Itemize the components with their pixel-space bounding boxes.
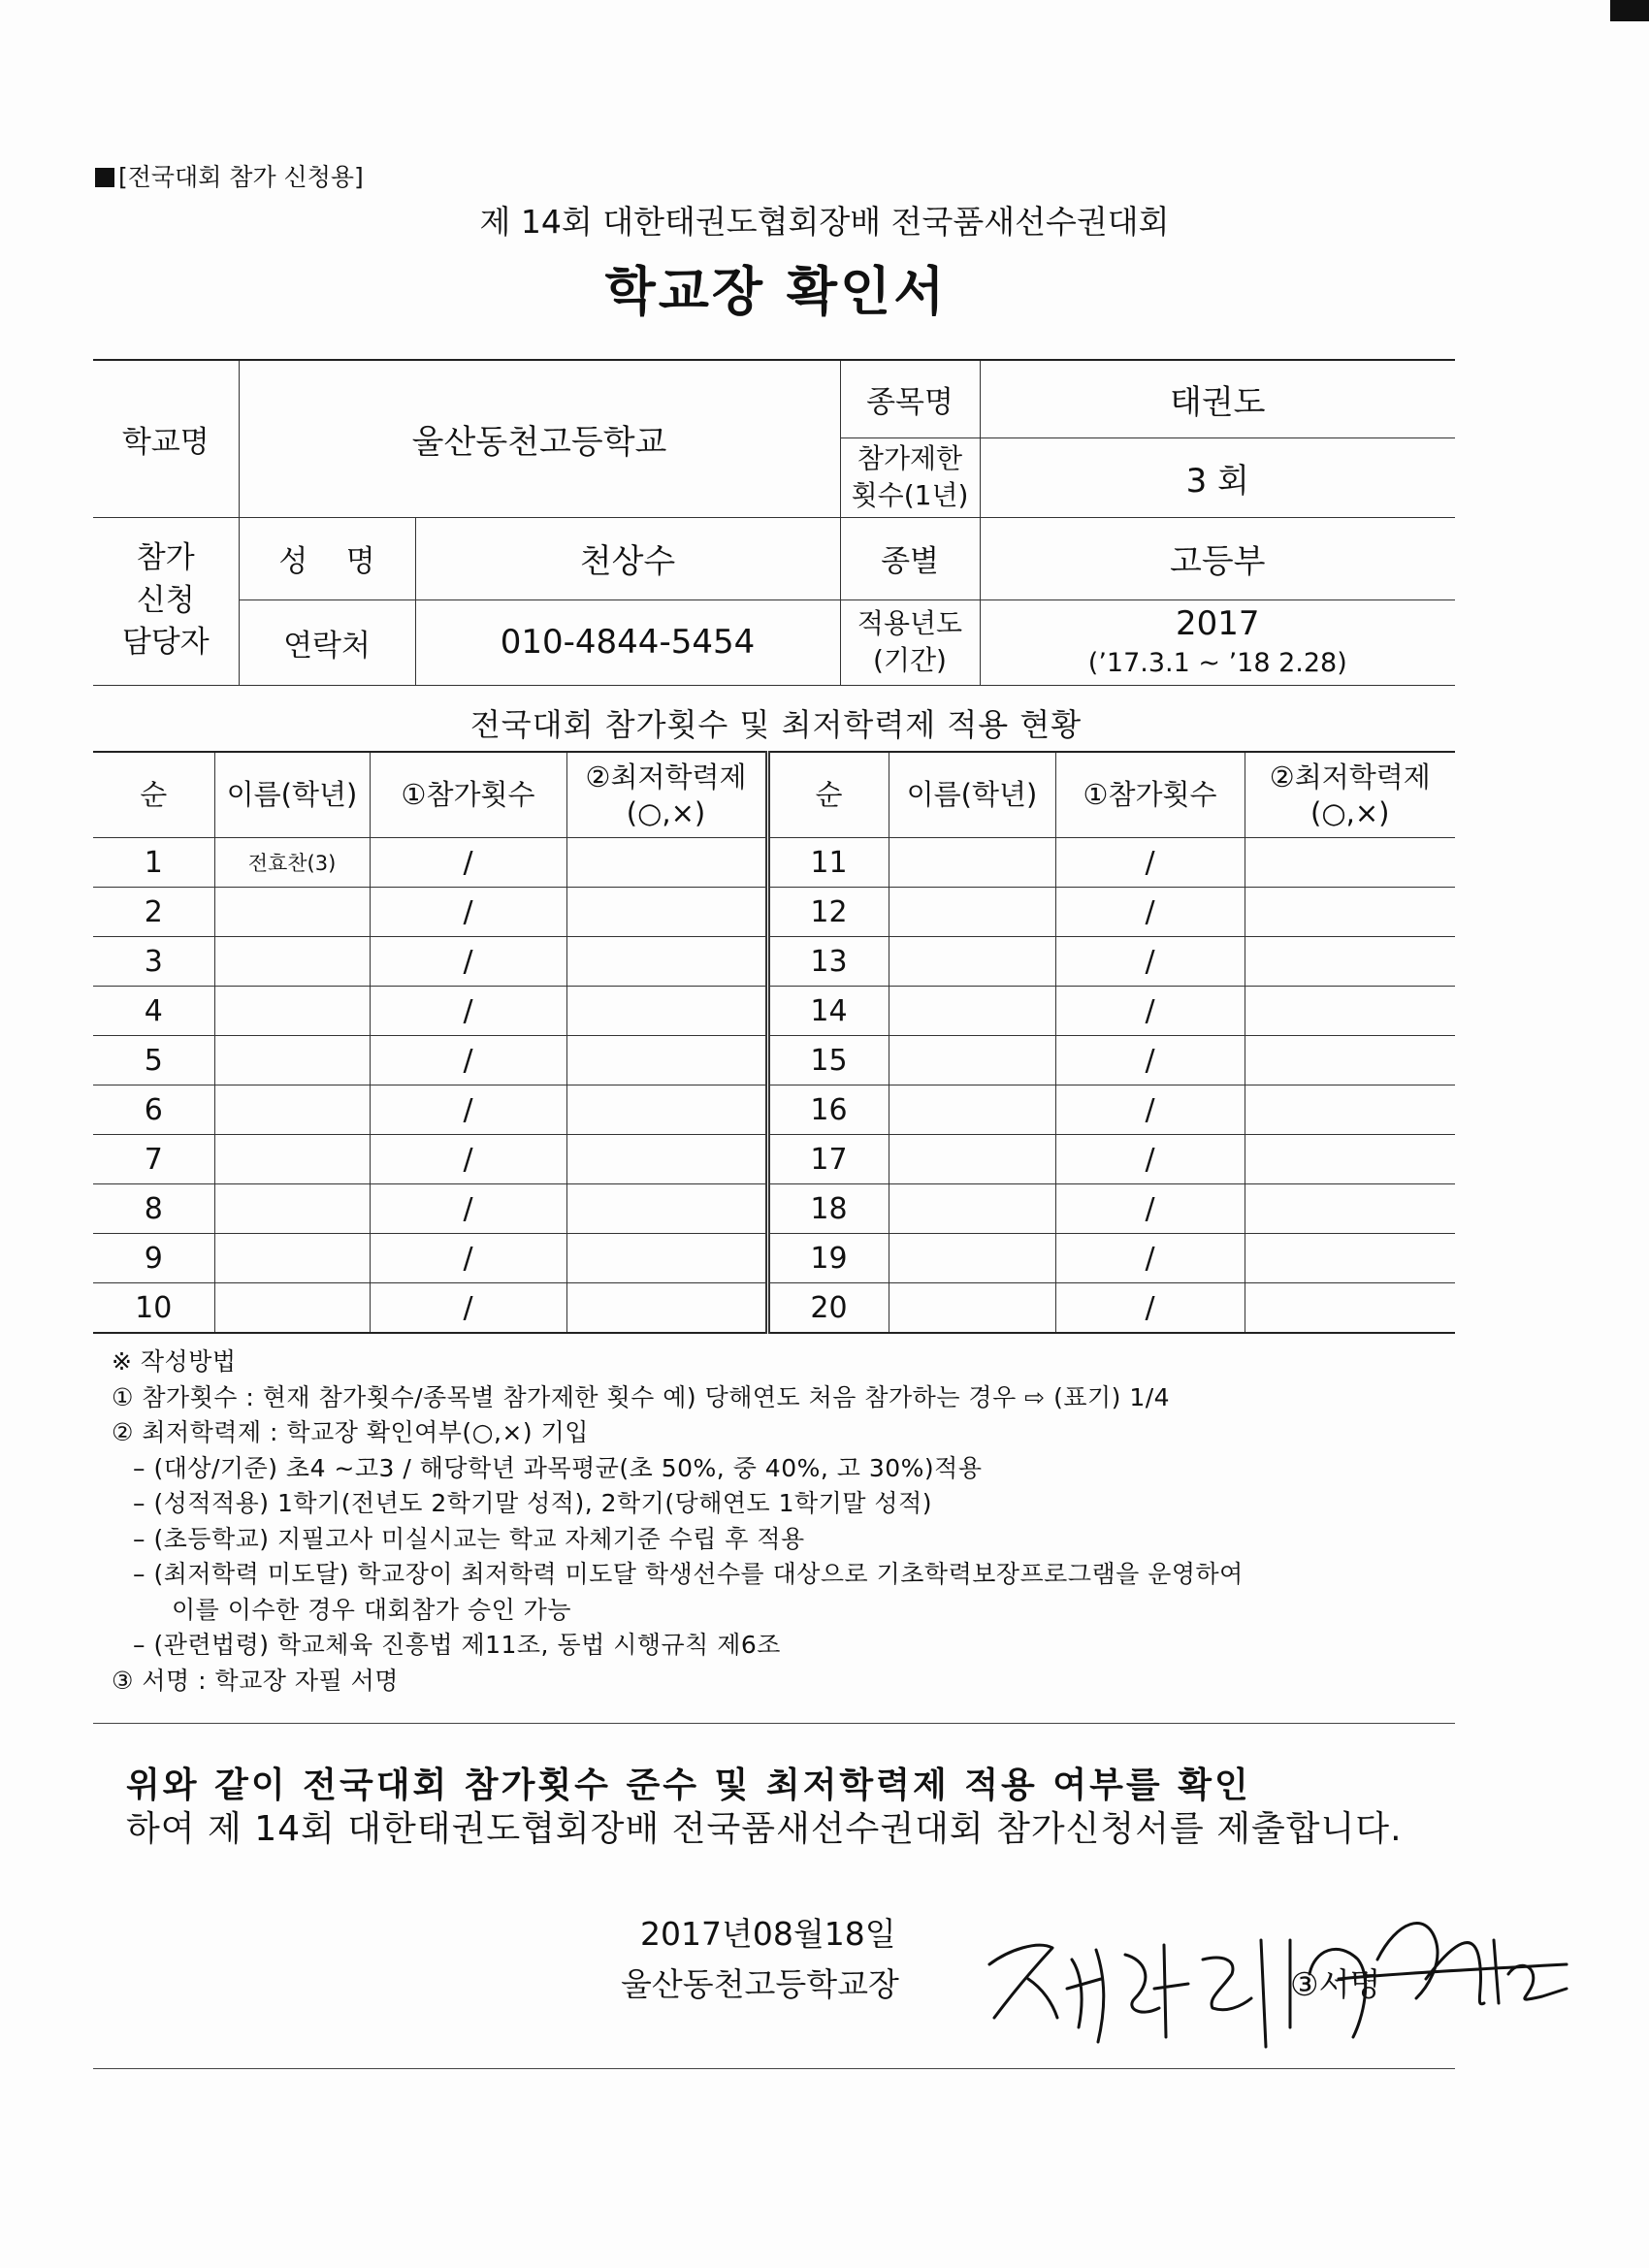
row-minimum-left — [566, 1184, 767, 1234]
limit-label: 참가제한 횟수(1년) — [840, 437, 980, 517]
square-bullet-icon — [95, 168, 114, 187]
instruction-2b: – (성적적용) 1학기(전년도 2학기말 성적), 2학기(당해연도 1학기말 성적) — [133, 1489, 932, 1517]
row-count-right: / — [1055, 987, 1245, 1036]
row-count-left: / — [370, 888, 566, 937]
row-name-right — [889, 1283, 1055, 1334]
row-no-right: 13 — [767, 937, 889, 987]
row-name-left — [214, 1135, 370, 1184]
header-count-right: ①참가횟수 — [1055, 752, 1245, 838]
row-count-left: / — [370, 1184, 566, 1234]
row-count-right: / — [1055, 888, 1245, 937]
table-row — [93, 1234, 1455, 1283]
form-purpose-tag — [95, 158, 364, 193]
row-minimum-right — [1245, 1283, 1455, 1334]
row-count-left: / — [370, 838, 566, 888]
row-minimum-right — [1245, 1036, 1455, 1085]
year-value: 2017 (’17.3.1 ~ ’18 2.28) — [980, 599, 1455, 685]
header-count-left: ①참가횟수 — [370, 752, 566, 838]
row-minimum-left — [566, 1135, 767, 1184]
table-row — [93, 987, 1455, 1036]
row-count-left: / — [370, 1036, 566, 1085]
row-no-left: 7 — [93, 1135, 214, 1184]
header-minimum-right: ②최저학력제 (○,×) — [1245, 752, 1455, 838]
row-no-left: 4 — [93, 987, 214, 1036]
row-name-left — [214, 987, 370, 1036]
instructions — [112, 1345, 1244, 1699]
header-name-left: 이름(학년) — [214, 752, 370, 838]
submission-date: 2017년08월18일 — [640, 1915, 896, 1953]
row-no-left: 5 — [93, 1036, 214, 1085]
row-no-right: 20 — [767, 1283, 889, 1334]
event-value: 태권도 — [980, 360, 1455, 437]
page-title: 학교장 확인서 — [604, 261, 948, 322]
instructions-heading: ※ 작성방법 — [112, 1347, 237, 1376]
contact-value: 010-4844-5454 — [415, 599, 840, 685]
header-no-right: 순 — [767, 752, 889, 838]
row-no-left: 6 — [93, 1085, 214, 1135]
period-value: (’17.3.1 ~ ’18 2.28) — [1087, 647, 1347, 678]
row-name-right — [889, 987, 1055, 1036]
table-row — [93, 937, 1455, 987]
table-row — [93, 1036, 1455, 1085]
row-minimum-right — [1245, 1184, 1455, 1234]
instruction-2: ② 최저학력제 : 학교장 확인여부(○,×) 기입 — [112, 1418, 589, 1446]
school-value: 울산동천고등학교 — [239, 360, 840, 517]
row-count-right: / — [1055, 1085, 1245, 1135]
instruction-2d-cont: 이를 이수한 경우 대회참가 승인 가능 — [172, 1595, 571, 1624]
bottom-rule — [93, 2068, 1455, 2069]
row-no-left: 3 — [93, 937, 214, 987]
row-name-left — [214, 1184, 370, 1234]
header-no-left: 순 — [93, 752, 214, 838]
row-name-right — [889, 1184, 1055, 1234]
statement-line-2: 하여 제 14회 대한태권도협회장배 전국품새선수권대회 참가신청서를 제출합니다. — [126, 1809, 1403, 1849]
instruction-2d: – (최저학력 미도달) 학교장이 최저학력 미도달 학생선수를 대상으로 기초학력보장프로그램을 운영하여 — [133, 1560, 1244, 1588]
row-count-right: / — [1055, 1234, 1245, 1283]
row-no-right: 18 — [767, 1184, 889, 1234]
division-value: 고등부 — [980, 517, 1455, 599]
applicant-info-table — [93, 359, 1455, 686]
scan-edge-mark — [1610, 0, 1649, 21]
row-count-right: / — [1055, 1283, 1245, 1334]
competition-title: 제 14회 대한태권도협회장배 전국품새선수권대회 — [479, 203, 1170, 241]
row-count-right: / — [1055, 1036, 1245, 1085]
row-minimum-left — [566, 838, 767, 888]
limit-value: 3 회 — [980, 437, 1455, 517]
row-name-right — [889, 1085, 1055, 1135]
row-no-right: 17 — [767, 1135, 889, 1184]
row-count-left: / — [370, 1283, 566, 1334]
row-minimum-right — [1245, 1234, 1455, 1283]
signature-mark: ③서명 — [1290, 1965, 1381, 2003]
row-count-right: / — [1055, 838, 1245, 888]
row-name-left — [214, 1085, 370, 1135]
row-no-right: 19 — [767, 1234, 889, 1283]
row-count-left: / — [370, 1234, 566, 1283]
row-no-left: 2 — [93, 888, 214, 937]
row-minimum-left — [566, 888, 767, 937]
principal-title: 울산동천고등학교장 — [621, 1965, 899, 2003]
row-no-right: 12 — [767, 888, 889, 937]
row-name-right — [889, 838, 1055, 888]
confirmation-statement — [126, 1764, 1445, 1851]
row-name-left — [214, 1036, 370, 1085]
row-count-left: / — [370, 987, 566, 1036]
status-section-title: 전국대회 참가횟수 및 최저학력제 적용 현황 — [469, 706, 1083, 743]
name-value: 천상수 — [415, 517, 840, 599]
row-no-left: 10 — [93, 1283, 214, 1334]
row-name-left — [214, 937, 370, 987]
table-row — [93, 1085, 1455, 1135]
row-count-left: / — [370, 1085, 566, 1135]
row-no-left: 9 — [93, 1234, 214, 1283]
row-count-right: / — [1055, 1184, 1245, 1234]
row-minimum-left — [566, 1036, 767, 1085]
instruction-2c: – (초등학교) 지필고사 미실시교는 학교 자체기준 수립 후 적용 — [133, 1524, 805, 1553]
row-count-right: / — [1055, 1135, 1245, 1184]
table-row — [93, 1283, 1455, 1334]
header-name-right: 이름(학년) — [889, 752, 1055, 838]
row-name-right — [889, 1036, 1055, 1085]
row-no-right: 14 — [767, 987, 889, 1036]
row-count-left: / — [370, 1135, 566, 1184]
handwritten-signature — [970, 1882, 1571, 2076]
instruction-2a: – (대상/기준) 초4 ~고3 / 해당학년 과목평균(초 50%, 중 40%, 고 30%)적용 — [133, 1453, 983, 1482]
row-name-right — [889, 1135, 1055, 1184]
row-no-left: 1 — [93, 838, 214, 888]
name-label: 성 명 — [239, 517, 415, 599]
row-count-left: / — [370, 937, 566, 987]
row-minimum-right — [1245, 1085, 1455, 1135]
divider — [93, 1723, 1455, 1724]
division-label: 종별 — [840, 517, 980, 599]
table-row — [93, 888, 1455, 937]
row-name-left — [214, 888, 370, 937]
year-label: 적용년도 (기간) — [840, 599, 980, 685]
row-minimum-right — [1245, 838, 1455, 888]
row-count-right: / — [1055, 937, 1245, 987]
form-purpose-text: [전국대회 참가 신청용] — [118, 163, 364, 191]
instruction-3: ③ 서명 : 학교장 자필 서명 — [112, 1666, 399, 1695]
table-row — [93, 1184, 1455, 1234]
row-name-right — [889, 888, 1055, 937]
row-minimum-left — [566, 1085, 767, 1135]
row-minimum-right — [1245, 1135, 1455, 1184]
row-name-left — [214, 1283, 370, 1334]
row-minimum-left — [566, 937, 767, 987]
row-minimum-left — [566, 1283, 767, 1334]
row-name-right — [889, 1234, 1055, 1283]
contact-label: 연락처 — [239, 599, 415, 685]
participation-status-table — [93, 751, 1455, 1334]
row-no-left: 8 — [93, 1184, 214, 1234]
row-no-right: 15 — [767, 1036, 889, 1085]
row-no-right: 16 — [767, 1085, 889, 1135]
statement-line-1: 위와 같이 전국대회 참가횟수 준수 및 최저학력제 적용 여부를 확인 — [126, 1766, 1251, 1805]
row-minimum-left — [566, 987, 767, 1036]
table-row — [93, 1135, 1455, 1184]
row-minimum-right — [1245, 987, 1455, 1036]
row-minimum-left — [566, 1234, 767, 1283]
table-row — [93, 838, 1455, 888]
school-label: 학교명 — [93, 360, 239, 517]
applicant-label: 참가 신청 담당자 — [93, 517, 239, 685]
event-label: 종목명 — [840, 360, 980, 437]
instruction-2e: – (관련법령) 학교체육 진흥법 제11조, 동법 시행규칙 제6조 — [133, 1631, 781, 1659]
row-name-left: 전효찬(3) — [214, 838, 370, 888]
instruction-1: ① 참가횟수 : 현재 참가횟수/종목별 참가제한 횟수 예) 당해연도 처음 참가하는 경우 ⇨ (표기) 1/4 — [112, 1382, 1171, 1411]
row-minimum-right — [1245, 888, 1455, 937]
row-name-left — [214, 1234, 370, 1283]
row-name-right — [889, 937, 1055, 987]
row-no-right: 11 — [767, 838, 889, 888]
row-minimum-right — [1245, 937, 1455, 987]
header-minimum-left: ②최저학력제 (○,×) — [566, 752, 767, 838]
